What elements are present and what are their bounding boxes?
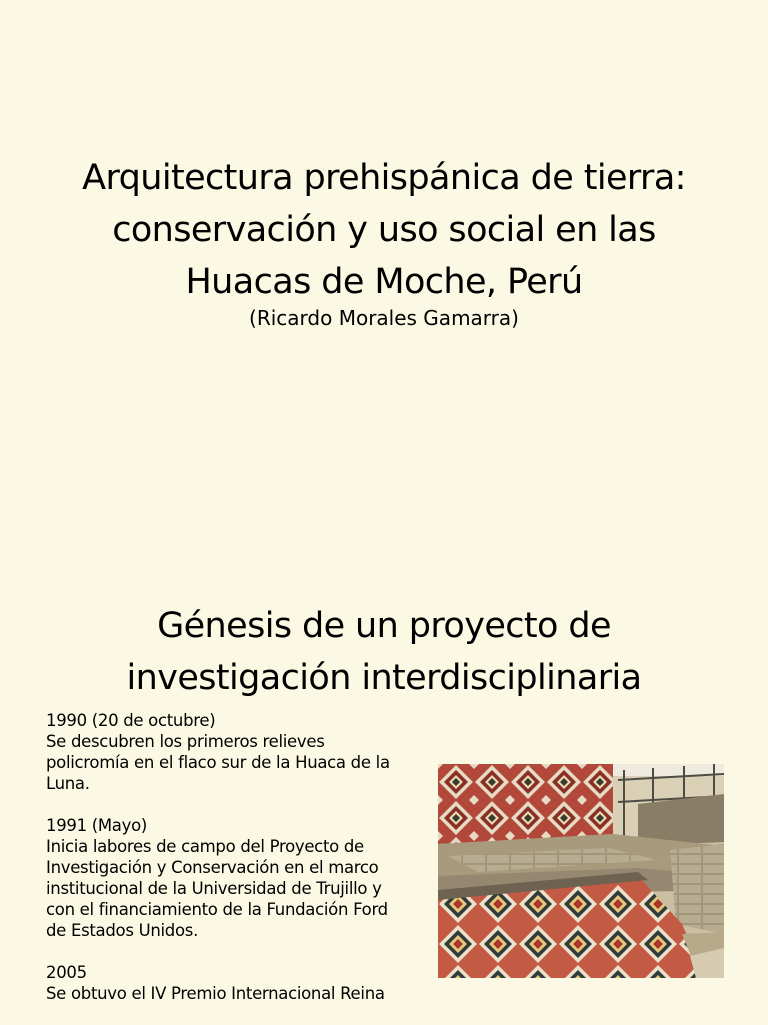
entry-line: 2005	[46, 963, 87, 982]
entry-line: Inicia labores de campo del Proyecto de	[46, 837, 364, 856]
entry-line: Se obtuvo el IV Premio Internacional Reina	[46, 984, 385, 1003]
entry-line: con el financiamiento de la Fundación Ford	[46, 900, 388, 919]
entry-line: 1991 (Mayo)	[46, 816, 148, 835]
author-subtitle: (Ricardo Morales Gamarra)	[249, 306, 519, 330]
entry-line: 1990 (20 de octubre)	[46, 711, 216, 730]
section-title-line: Génesis de un proyecto de	[157, 606, 611, 646]
entry-line: Se descubren los primeros relieves	[46, 732, 325, 751]
section-title-line: investigación interdisciplinaria	[126, 658, 642, 698]
title-line: Arquitectura prehispánica de tierra:	[82, 158, 686, 198]
title-line: conservación y uso social en las	[112, 210, 656, 250]
timeline-entry-2005	[46, 962, 430, 1004]
section-title	[0, 600, 768, 704]
entry-line: institucional de la Universidad de Trujillo y	[46, 879, 382, 898]
entry-line: policromía en el flaco sur de la Huaca de la	[46, 753, 390, 772]
entry-line: Luna.	[46, 774, 90, 793]
entry-line: de Estados Unidos.	[46, 921, 199, 940]
entry-line: Investigación y Conservación en el marco	[46, 858, 379, 877]
timeline-entry-1991	[46, 815, 430, 941]
title-line: Huacas de Moche, Perú	[185, 262, 583, 302]
polychrome-relief-photo	[438, 764, 724, 978]
content-slide	[0, 548, 768, 1024]
timeline-text	[46, 710, 430, 1025]
timeline-entry-1990	[46, 710, 430, 794]
page-title	[0, 152, 768, 308]
